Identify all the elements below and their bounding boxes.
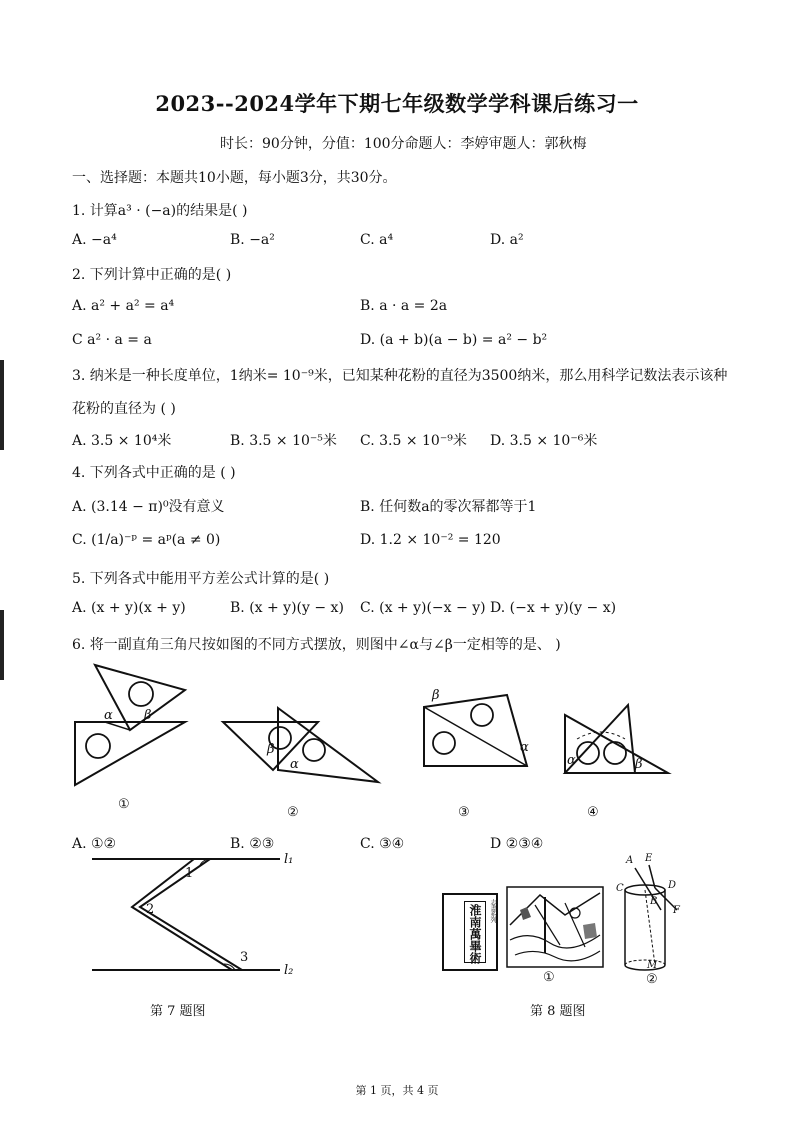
option-a: A. −a⁴ xyxy=(72,232,117,248)
q6-figure-2 xyxy=(218,700,388,790)
option-b: B. −a² xyxy=(230,232,275,248)
option-a: A. ①② xyxy=(72,836,117,852)
option-d: D. (−x + y)(y − x) xyxy=(490,600,617,616)
question-stem: 4. 下列各式中正确的是 ( ) xyxy=(72,465,236,481)
question-stem: 3. 纳米是一种长度单位，1纳米= 10⁻⁹米，已知某种花粉的直径为3500纳米，那么用科学记数法表示该种 xyxy=(72,368,728,384)
alpha-label: α xyxy=(290,757,299,772)
point-m-label: M xyxy=(647,960,658,971)
question-stem: 5. 下列各式中能用平方差公式计算的是( ) xyxy=(72,571,330,587)
option-c: C. a⁴ xyxy=(360,232,394,248)
option-a: A. (x + y)(x + y) xyxy=(72,600,186,616)
question-stem: 1. 计算a³ · (−a)的结果是( ) xyxy=(72,203,248,219)
fig8-cylinder xyxy=(615,860,695,975)
question-stem: 2. 下列计算中正确的是( ) xyxy=(72,267,232,283)
scan-edge xyxy=(0,610,4,680)
question-stem: 6. 将一副直角三角尺按如图的不同方式摆放，则图中∠α与∠β一定相等的是、 ) xyxy=(72,637,561,653)
option-a: A. (3.14 − π)⁰没有意义 xyxy=(72,499,225,515)
q6-figure-3 xyxy=(422,693,537,768)
point-c-label: C xyxy=(616,883,624,894)
alpha-label: α xyxy=(104,708,113,723)
option-a: A. 3.5 × 10⁴米 xyxy=(72,433,172,449)
option-c: C. 3.5 × 10⁻⁹米 xyxy=(360,433,467,449)
option-b: B. (x + y)(y − x) xyxy=(230,600,344,616)
figure-number-1: ① xyxy=(118,797,130,812)
point-a-label: A xyxy=(626,855,634,866)
option-d: D. 1.2 × 10⁻² = 120 xyxy=(360,532,501,548)
point-d-label: D xyxy=(668,880,677,891)
exam-info: 时长：90分钟，分值：100分命题人：李婷审题人：郭秋梅 xyxy=(220,136,587,152)
page-title: 2023--2024学年下期七年级数学学科课后练习一 xyxy=(155,91,639,116)
option-b: B. ②③ xyxy=(230,836,275,852)
figure-number-2: ② xyxy=(287,805,299,820)
option-d: D ②③④ xyxy=(490,836,544,852)
scan-edge xyxy=(0,360,4,450)
beta-label: β xyxy=(267,742,275,757)
angle-3-label: 3 xyxy=(240,950,249,965)
q6-figure-1 xyxy=(65,660,195,785)
l1-label: l₁ xyxy=(284,852,294,867)
option-b: B. a · a = 2a xyxy=(360,298,448,314)
option-d: D. (a + b)(a − b) = a² − b² xyxy=(360,332,548,348)
option-c: C. (x + y)(−x − y) xyxy=(360,600,486,616)
option-c: C a² · a = a xyxy=(72,332,152,348)
angle-1-label: 1 xyxy=(185,866,194,881)
point-f-label: F xyxy=(673,905,680,916)
book-title-box xyxy=(464,901,486,963)
page-footer: 第 1 页，共 4 页 xyxy=(355,1084,439,1097)
point-b-label: B xyxy=(650,896,658,907)
fig8-caption: 第 8 题图 xyxy=(530,1004,586,1019)
option-d: D. a² xyxy=(490,232,524,248)
point-e-label: E xyxy=(645,853,653,864)
fig8-part-2-label: ② xyxy=(646,972,658,987)
q6-figure-4 xyxy=(563,705,673,775)
angle-2-label: 2 xyxy=(146,902,155,917)
fig7-caption: 第 7 题图 xyxy=(150,1004,206,1019)
fig8-part-1-label: ① xyxy=(543,970,555,985)
ancient-illustration xyxy=(505,885,605,970)
l2-label: l₂ xyxy=(284,963,294,978)
book-side-text: 志書系列 xyxy=(489,899,496,923)
question-stem-continued: 花粉的直径为 ( ) xyxy=(72,401,176,417)
alpha-label: α xyxy=(520,740,529,755)
figure-number-3: ③ xyxy=(458,805,470,820)
figure-number-4: ④ xyxy=(587,805,599,820)
section-heading: 一、选择题：本题共10小题，每小题3分，共30分。 xyxy=(72,170,397,186)
option-c: C. (1/a)⁻ᵖ = aᵖ(a ≠ 0) xyxy=(72,532,221,548)
beta-label: β xyxy=(432,688,440,703)
option-b: B. 任何数a的零次幂都等于1 xyxy=(360,499,537,515)
option-c: C. ③④ xyxy=(360,836,405,852)
alpha-label: α xyxy=(567,753,576,768)
book-title: 淮南萬畢術 xyxy=(468,904,482,964)
option-b: B. 3.5 × 10⁻⁵米 xyxy=(230,433,337,449)
option-d: D. 3.5 × 10⁻⁶米 xyxy=(490,433,598,449)
option-a: A. a² + a² = a⁴ xyxy=(72,298,175,314)
beta-label: β xyxy=(635,757,643,772)
beta-label: β xyxy=(144,708,152,723)
book-cover xyxy=(442,893,498,971)
